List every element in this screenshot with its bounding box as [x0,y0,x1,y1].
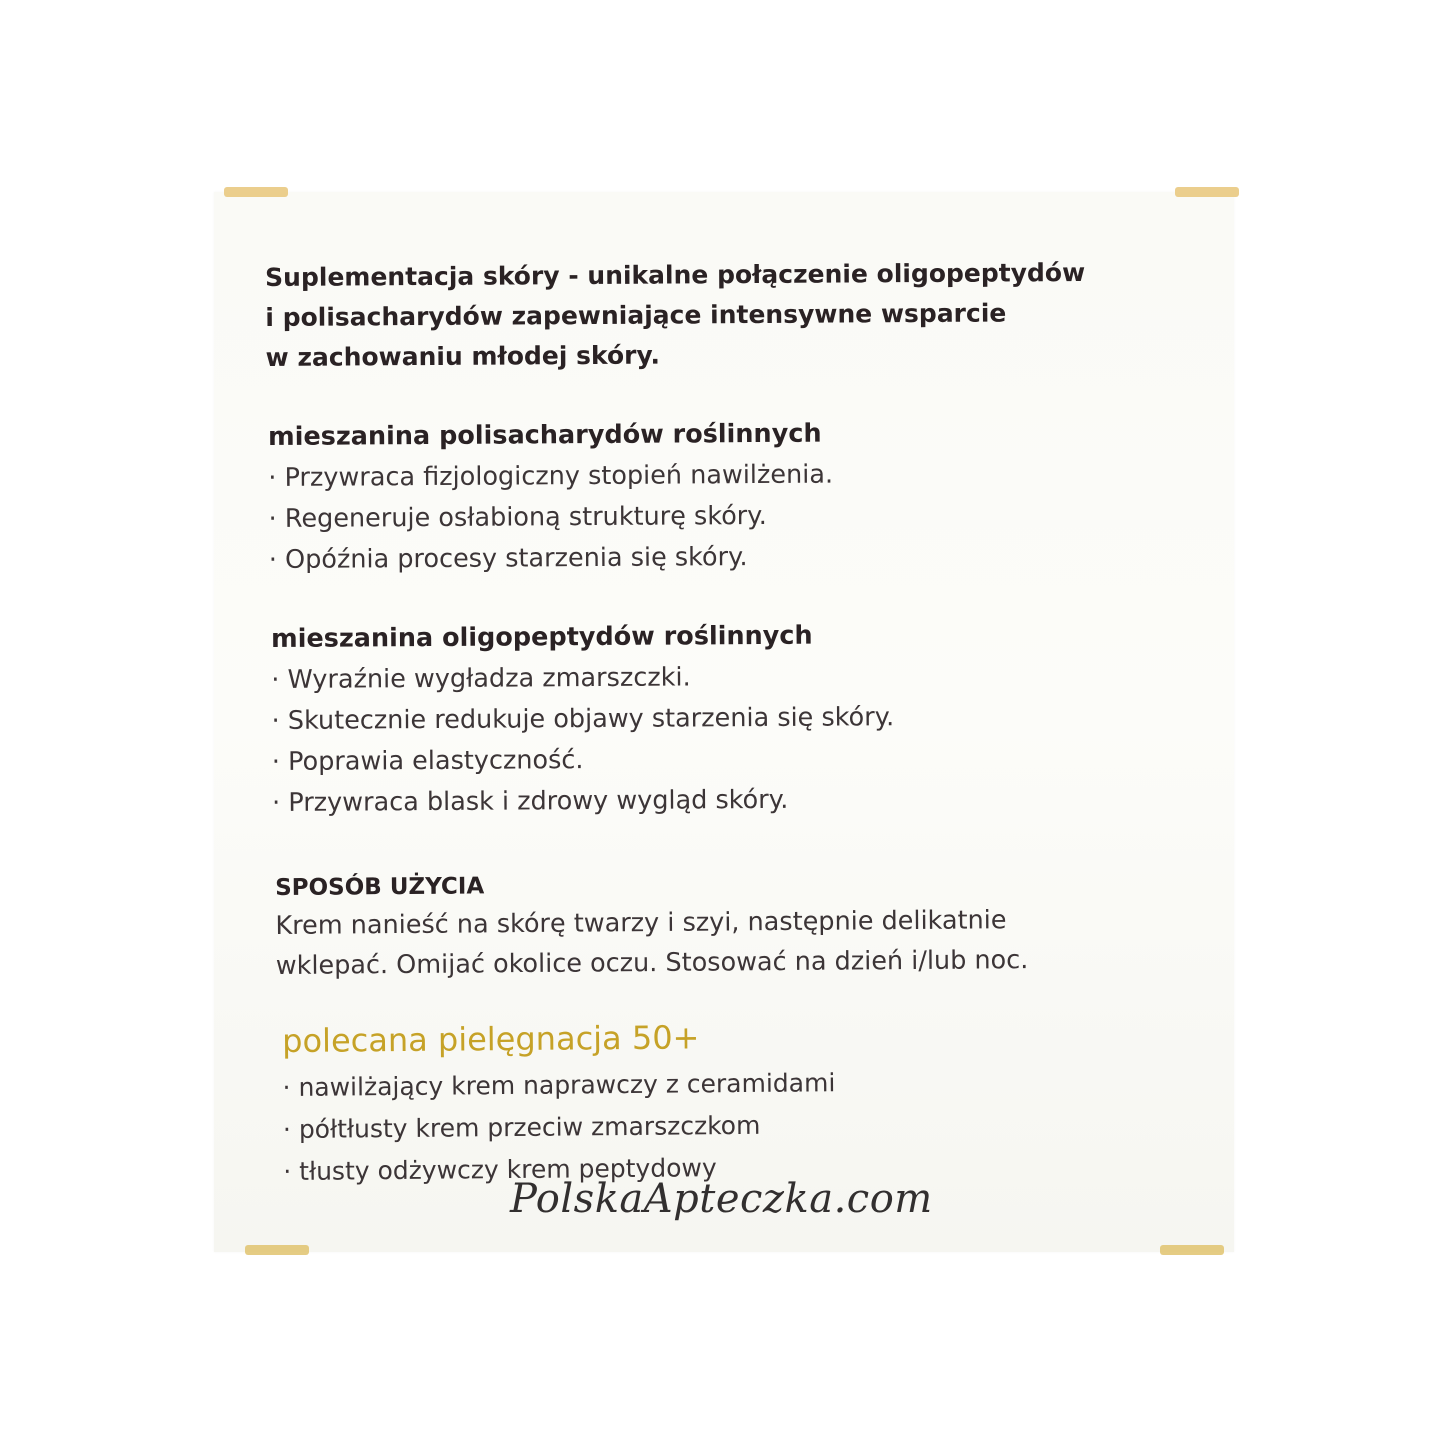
intro-line: Suplementacja skóry - unikalne połączenie oligopeptydów [265,257,1086,292]
box-corner-bottom-left [245,1245,309,1255]
intro-line: i polisacharydów zapewniające intensywne wsparcie [265,298,1007,332]
usage-heading: SPOSÓB UŻYCIA [275,873,485,901]
usage-section [275,862,1028,986]
box-corner-top-left [224,187,288,197]
benefit-item: · Przywraca fizjologiczny stopień nawilżenia. [268,459,834,493]
usage-line: Krem nanieść na skórę twarzy i szyi, następnie delikatnie [275,905,1007,941]
benefit-item: · Wyraźnie wygładza zmarszczki. [271,662,691,695]
oligopeptide-section [271,615,895,824]
box-corner-bottom-right [1160,1245,1224,1255]
watermark: PolskaApteczka.com [510,1176,933,1222]
intro-line: w zachowaniu młodej skóry. [265,340,661,372]
benefit-item: · Skutecznie redukuje objawy starzenia się skóry. [271,702,895,736]
benefit-item: · Opóźnia procesy starzenia się skóry. [268,542,748,575]
recommended-item: · nawilżający krem naprawczy z ceramidami [282,1068,836,1102]
section-heading: mieszanina oligopeptydów roślinnych [271,620,813,654]
box-corner-top-right [1175,187,1239,197]
recommended-care-section [282,1013,836,1194]
recommended-item: · tłusty odżywczy krem peptydowy [283,1153,717,1186]
benefit-item: · Poprawia elastyczność. [271,745,584,777]
benefit-item: · Przywraca blask i zdrowy wygląd skóry. [272,784,789,818]
intro-paragraph [265,253,1086,378]
recommended-heading: polecana pielęgnacja 50+ [282,1018,700,1060]
usage-line: wklepać. Omijać okolice oczu. Stosować na dzień i/lub noc. [275,945,1029,981]
recommended-item: · półtłusty krem przeciw zmarszczkom [282,1110,761,1144]
section-heading: mieszanina polisacharydów roślinnych [268,418,822,452]
benefit-item: · Regeneruje osłabioną strukturę skóry. [268,500,767,534]
polysaccharide-section [268,414,834,581]
